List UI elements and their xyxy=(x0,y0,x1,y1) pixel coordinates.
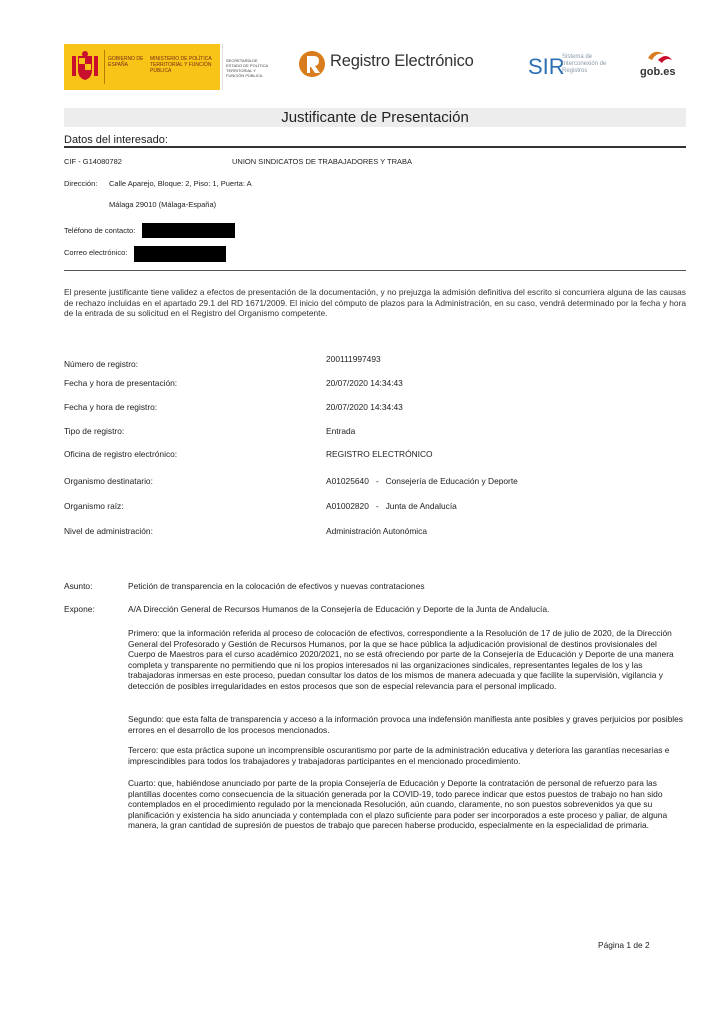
registro-value: 200111997493 xyxy=(326,354,381,364)
registro-value: A01025640 - Consejería de Educación y Deporte xyxy=(326,476,518,486)
registro-electronico-title: Registro Electrónico xyxy=(330,52,474,70)
asunto-label: Asunto: xyxy=(64,581,93,591)
direccion-label: Dirección: xyxy=(64,179,98,188)
paragraph-primero: Primero: que la información referida al proceso de colocación de efectivos, correspondiente a la Resolución de 17 de julio de 2020, de la Dirección General del Profesorado y Gestión de Recursos Humanos, por la que se hace pública la adjudicación provisional de destinos provisionales del Cuerpo de Maestros para el curso académico 2020/2021, no se está ofreciendo por parte de la Consejería de Educación y Deporte de una manera completa y transparente no permitiendo que ni los propios interesados ni las organizaciones sindicales, representantes legales de los y las trabajadoras inmersas en este proceso, puedan consultar los datos de los mismos de manera adecuada y que facilite la supervisión, vigilancia y detección de posibles irregularidades en estos procesos que son de especial relevancia para el personal implicado. xyxy=(128,628,674,691)
spain-coat-of-arms-icon xyxy=(68,50,102,84)
svg-text:SIR: SIR xyxy=(528,54,565,79)
registro-label: Fecha y hora de presentación: xyxy=(64,378,178,388)
registro-value: Administración Autonómica xyxy=(326,526,428,536)
registro-row xyxy=(64,354,138,372)
registro-label: Organismo raíz: xyxy=(64,501,124,511)
paragraph-tercero: Tercero: que esta práctica supone un incomprensible oscurantismo por parte de la administración educativa y deteriora las garantías necesarias e imprescindibles para todos los trabajadores y trabajadoras participantes en el mencionado procedimiento. xyxy=(128,745,670,766)
registro-value: Entrada xyxy=(326,426,356,436)
ministerio-text: MINISTERIO DE POLÍTICA TERRITORIAL Y FUNCIÓN PÚBLICA xyxy=(150,56,212,74)
registro-label: Oficina de registro electrónico: xyxy=(64,449,178,459)
registro-electronico-logo-icon xyxy=(298,50,326,78)
secretaria-text: SECRETARÍA DE ESTADO DE POLÍTICA TERRITORIAL Y FUNCIÓN PÚBLICA xyxy=(226,58,268,78)
correo-label: Correo electrónico: xyxy=(64,248,128,257)
telefono-label: Teléfono de contacto: xyxy=(64,226,136,235)
paragraph-segundo: Segundo: que esta falta de transparencia y acceso a la información provoca una indefensión manifiesta ante posibles y graves perjuicios por posibles errores en el desarrollo de los procesos mencionados. xyxy=(128,714,683,735)
sir-logo-icon xyxy=(528,53,565,79)
redacted-telefono xyxy=(142,223,235,238)
registro-value: 20/07/2020 14:34:43 xyxy=(326,378,403,388)
asunto-text: Petición de transparencia en la colocación de efectivos y nuevas contrataciones xyxy=(128,581,425,591)
registro-label: Fecha y hora de registro: xyxy=(64,402,158,412)
registro-value: A01002820 - Junta de Andalucía xyxy=(326,501,457,511)
sir-description: Sistema de Interconexión de Registros xyxy=(562,54,607,74)
cif-value: CIF - G14080782 xyxy=(64,157,122,166)
registro-label: Número de registro: xyxy=(64,359,139,369)
heading-divider xyxy=(64,146,686,148)
expone-text: A/A Dirección General de Recursos Humanos de la Consejería de Educación y Deporte de la Junta de Andalucía. xyxy=(128,604,550,614)
interesado-name: UNION SINDICATOS DE TRABAJADORES Y TRABA xyxy=(232,157,413,166)
registro-label: Nivel de administración: xyxy=(64,526,153,536)
gobierno-divider xyxy=(104,50,105,84)
registro-value: REGISTRO ELECTRÓNICO xyxy=(326,449,433,459)
direccion-line1: Calle Aparejo, Bloque: 2, Piso: 1, Puerta: A xyxy=(109,179,252,188)
paragraph-cuarto: Cuarto: que, habiéndose anunciado por parte de la propia Consejería de Educación y Deporte la contratación de personal de refuerzo para las plantillas docentes como consecuencia de la situación generada por la COVID-19, todo parece indicar que estos puestos de trabajo no han sido contemplados en el procedimiento regulado por la mencionada Resolución, aún cuando, claramente, no son puestos sobrevenidos ya que su planificación y existencia ha sido anunciada y contemplada con el plazo suficiente para poder ser incorporados a este proceso y paliar, de alguna manera, la gran cantidad de supresión de puestos de trabajo que parecen haberse producido, especialmente en la especialidad de primaria. xyxy=(128,778,668,830)
gob-es-text: gob.es xyxy=(640,66,676,78)
disclaimer-paragraph: El presente justificante tiene validez a efectos de presentación de la documentación, y no prejuzga la admisión definitiva del escrito si concurriera alguna de las causas de rechazo incluidas en el apartado 29.1 del RD 1671/2009. El inicio del cómputo de plazos para la Administración, en su caso, vendrá determinado por la fecha y hora de la entrada de su solicitud en el Registro del Organismo competente. xyxy=(64,287,686,318)
direccion-line2: Málaga 29010 (Málaga-España) xyxy=(109,200,217,209)
page-number: Página 1 de 2 xyxy=(598,940,650,950)
document-title: Justificante de Presentación xyxy=(281,109,469,126)
registro-value: 20/07/2020 14:34:43 xyxy=(326,402,403,412)
redacted-correo xyxy=(134,246,226,262)
registro-label: Tipo de registro: xyxy=(64,426,125,436)
registro-label: Organismo destinatario: xyxy=(64,476,153,486)
section-divider xyxy=(64,270,686,271)
expone-label: Expone: xyxy=(64,604,95,614)
interesado-heading: Datos del interesado: xyxy=(64,134,168,146)
gobierno-text: GOBIERNO DE ESPAÑA xyxy=(108,56,144,68)
